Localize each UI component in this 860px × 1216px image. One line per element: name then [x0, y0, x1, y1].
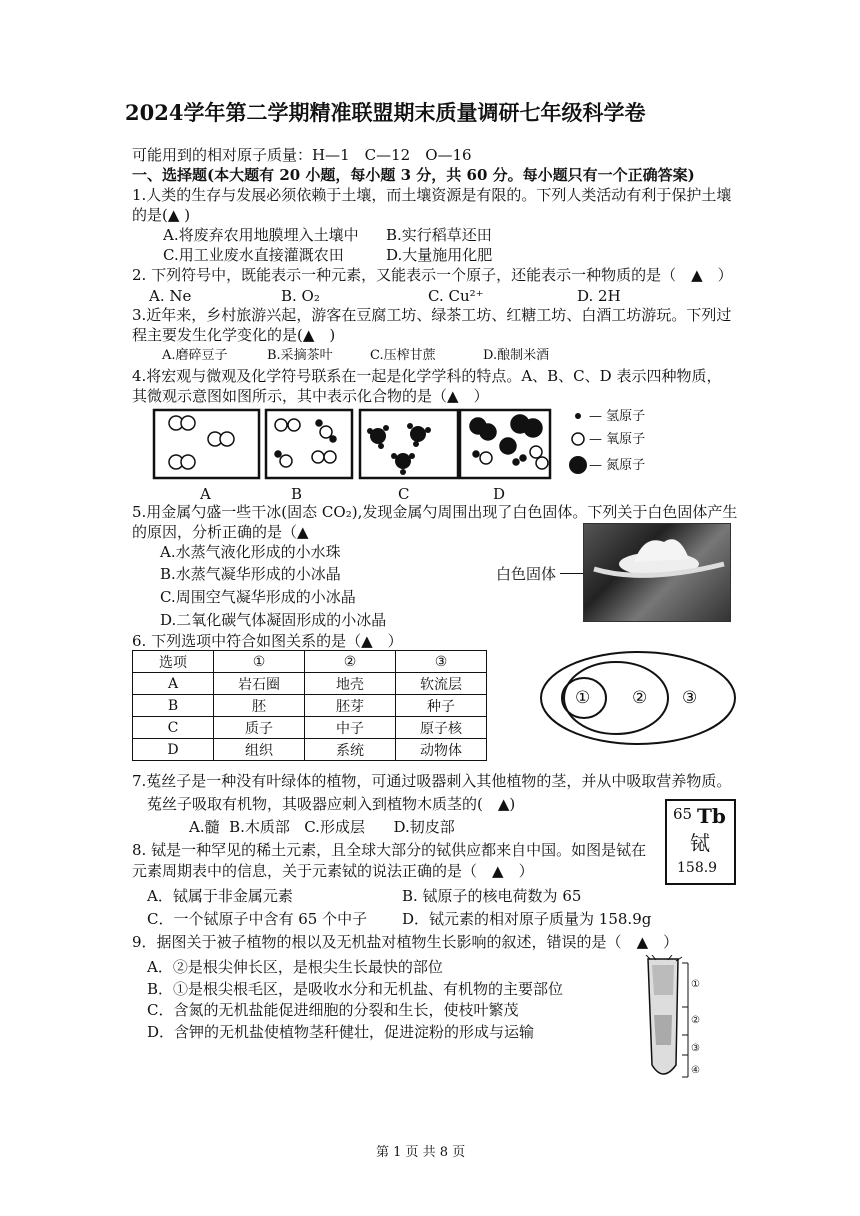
q4-label-a: A: [200, 485, 211, 503]
q8-option-d: D．铽元素的相对原子质量为 158.9g: [402, 910, 652, 928]
q2-stem: 2. 下列符号中，既能表示一种元素，又能表示一个原子，还能表示一种物质的是（ ▲ ）: [132, 266, 733, 284]
legend-nitrogen: — 氮原子: [589, 458, 646, 473]
q2-option-c: C. Cu²⁺: [428, 287, 484, 305]
table-cell: C: [133, 717, 214, 739]
q4-stem-line1: 4.将宏观与微观及化学符号联系在一起是化学学科的特点。A、B、C、D 表示四种物质，: [132, 367, 722, 385]
table-row: [133, 695, 487, 717]
terbium-element-card: [665, 799, 736, 885]
q8-option-c: C．一个铽原子中含有 65 个中子: [147, 910, 368, 928]
q5-stem-line2: 的原因，分析正确的是（▲: [132, 523, 309, 541]
element-symbol: Tb: [697, 804, 726, 828]
table-header-row: [133, 651, 487, 673]
table-cell: 质子: [214, 717, 305, 739]
root-label-1: ①: [691, 979, 700, 990]
q3-option-c: C.压榨甘蔗: [370, 348, 436, 363]
q9-option-b: B．①是根尖根毛区，是吸收水分和无机盐、有机物的主要部位: [147, 980, 564, 998]
answer-blank: ▲: [636, 933, 649, 951]
table-cell: D: [133, 739, 214, 761]
q5-option-d: D.二氧化碳气体凝固形成的小冰晶: [160, 611, 387, 629]
table-cell: A: [133, 673, 214, 695]
root-label-3: ③: [691, 1043, 700, 1054]
q8-option-a: A．铽属于非金属元素: [147, 887, 293, 905]
q7-options: A.髓 B.木质部 C.形成层 D.韧皮部: [189, 818, 455, 836]
circle-label-2: ②: [632, 688, 648, 708]
table-cell: 中子: [305, 717, 396, 739]
table-row: [133, 739, 487, 761]
q8-stem-line2: 元素周期表中的信息，关于元素铽的说法正确的是（ ▲ ）: [132, 862, 534, 880]
legend-oxygen: — 氧原子: [589, 432, 646, 447]
q2-option-d: D. 2H: [577, 287, 621, 305]
table-row: [133, 717, 487, 739]
root-label-4: ④: [691, 1065, 700, 1076]
legend-hydrogen: — 氢原子: [589, 409, 646, 424]
answer-blank: ▲: [497, 795, 510, 813]
q1-option-a: A.将废弃农用地膜埋入土壤中: [163, 226, 359, 244]
q3-option-a: A.磨碎豆子: [162, 348, 228, 363]
q6-table: [132, 650, 487, 761]
table-cell: 软流层: [396, 673, 487, 695]
q9-option-d: D．含钾的无机盐使植物茎秆健壮，促进淀粉的形成与运输: [147, 1023, 535, 1041]
table-cell: 系统: [305, 739, 396, 761]
q5-option-a: A.水蒸气液化形成的小水珠: [160, 543, 341, 561]
table-cell: 地壳: [305, 673, 396, 695]
q7-stem-line1: 7.菟丝子是一种没有叶绿体的植物，可通过吸器刺入其他植物的茎，并从中吸取营养物质。: [132, 772, 732, 790]
q3-option-d: D.酿制米酒: [483, 348, 550, 363]
table-header-cell: ③: [396, 651, 487, 673]
q1-stem-line1: 1.人类的生存与发展必须依赖于土壤，而土壤资源是有限的。下列人类活动有利于保护土壤: [132, 186, 732, 204]
q1-option-c: C.用工业废水直接灌溉农田: [163, 246, 344, 264]
q8-option-b: B. 铽原子的核电荷数为 65: [402, 887, 582, 905]
table-cell: 组织: [214, 739, 305, 761]
table-row: [133, 673, 487, 695]
table-cell: 原子核: [396, 717, 487, 739]
q4-label-d: D: [493, 485, 506, 503]
q1-stem-line2: 的是(▲ ): [132, 206, 191, 224]
q6-stem: 6. 下列选项中符合如图关系的是（▲ ）: [132, 632, 403, 650]
table-cell: 胚: [214, 695, 305, 717]
q3-stem-line1: 3.近年来，乡村旅游兴起，游客在豆腐工坊、绿茶工坊、红糖工坊、白酒工坊游玩。下列过: [132, 306, 732, 324]
q4-label-c: C: [398, 485, 410, 503]
table-cell: 岩石圈: [214, 673, 305, 695]
q9-stem: 9．据图关于被子植物的根以及无机盐对植物生长影响的叙述，错误的是（ ▲ ）: [132, 933, 679, 951]
element-name: 铽: [690, 831, 710, 855]
q5-option-b: B.水蒸气凝华形成的小冰晶: [160, 565, 341, 583]
answer-blank: ▲: [492, 862, 504, 880]
answer-blank: ▲: [297, 523, 309, 541]
answer-blank: ▲: [302, 326, 315, 344]
page-footer: 第 1 页 共 8 页: [376, 1145, 466, 1160]
answer-blank: ▲: [361, 632, 373, 650]
q1-option-d: D.大量施用化肥: [386, 246, 493, 264]
table-cell: 胚芽: [305, 695, 396, 717]
table-cell: 种子: [396, 695, 487, 717]
answer-blank: ▲: [167, 206, 180, 224]
q9-option-a: A．②是根尖伸长区，是根尖生长最快的部位: [147, 958, 443, 976]
q4-stem-line2: 其微观示意图如图所示，其中表示化合物的是（▲ ）: [132, 387, 489, 405]
q9-option-c: C．含氮的无机盐能促进细胞的分裂和生长，使枝叶繁茂: [147, 1001, 519, 1019]
q2-option-a: A. Ne: [149, 287, 192, 305]
atomic-masses: 可能用到的相对原子质量：H—1 C—12 O—16: [132, 146, 472, 164]
answer-blank: ▲: [691, 266, 703, 284]
q1-option-b: B.实行稻草还田: [386, 226, 492, 244]
root-tip-diagram: [638, 955, 698, 1087]
root-label-2: ②: [691, 1015, 700, 1026]
q5-option-c: C.周围空气凝华形成的小冰晶: [160, 588, 356, 606]
table-cell: 动物体: [396, 739, 487, 761]
section-heading: 一、选择题(本大题有 20 小题，每小题 3 分，共 60 分。每小题只有一个正确答案): [132, 166, 695, 184]
table-header-cell: 选项: [133, 651, 214, 673]
q8-stem-line1: 8. 铽是一种罕见的稀土元素，且全球大部分的铽供应都来自中国。如图是铽在: [132, 841, 647, 859]
atomic-mass: 158.9: [677, 860, 718, 876]
q7-stem-line2: 菟丝子吸取有机物，其吸器应刺入到植物木质茎的( ▲): [147, 795, 516, 813]
atomic-number: 65: [673, 805, 693, 823]
table-header-cell: ②: [305, 651, 396, 673]
answer-blank: ▲: [447, 387, 459, 405]
circle-label-1: ①: [575, 688, 591, 708]
dry-ice-photo: [583, 523, 731, 622]
photo-label: 白色固体: [496, 565, 557, 583]
table-header-cell: ①: [214, 651, 305, 673]
q3-stem-line2: 程主要发生化学变化的是(▲ ): [132, 326, 336, 344]
q3-option-b: B.采摘茶叶: [267, 348, 333, 363]
q4-label-b: B: [291, 485, 303, 503]
page-title: 2024学年第二学期精准联盟期末质量调研七年级科学卷: [125, 100, 646, 125]
table-cell: B: [133, 695, 214, 717]
circle-label-3: ③: [682, 688, 698, 708]
q2-option-b: B. O₂: [281, 287, 320, 305]
q5-stem-line1: 5.用金属勺盛一些干冰(固态 CO₂),发现金属勺周围出现了白色固体。下列关于白色固体产生: [132, 503, 738, 521]
